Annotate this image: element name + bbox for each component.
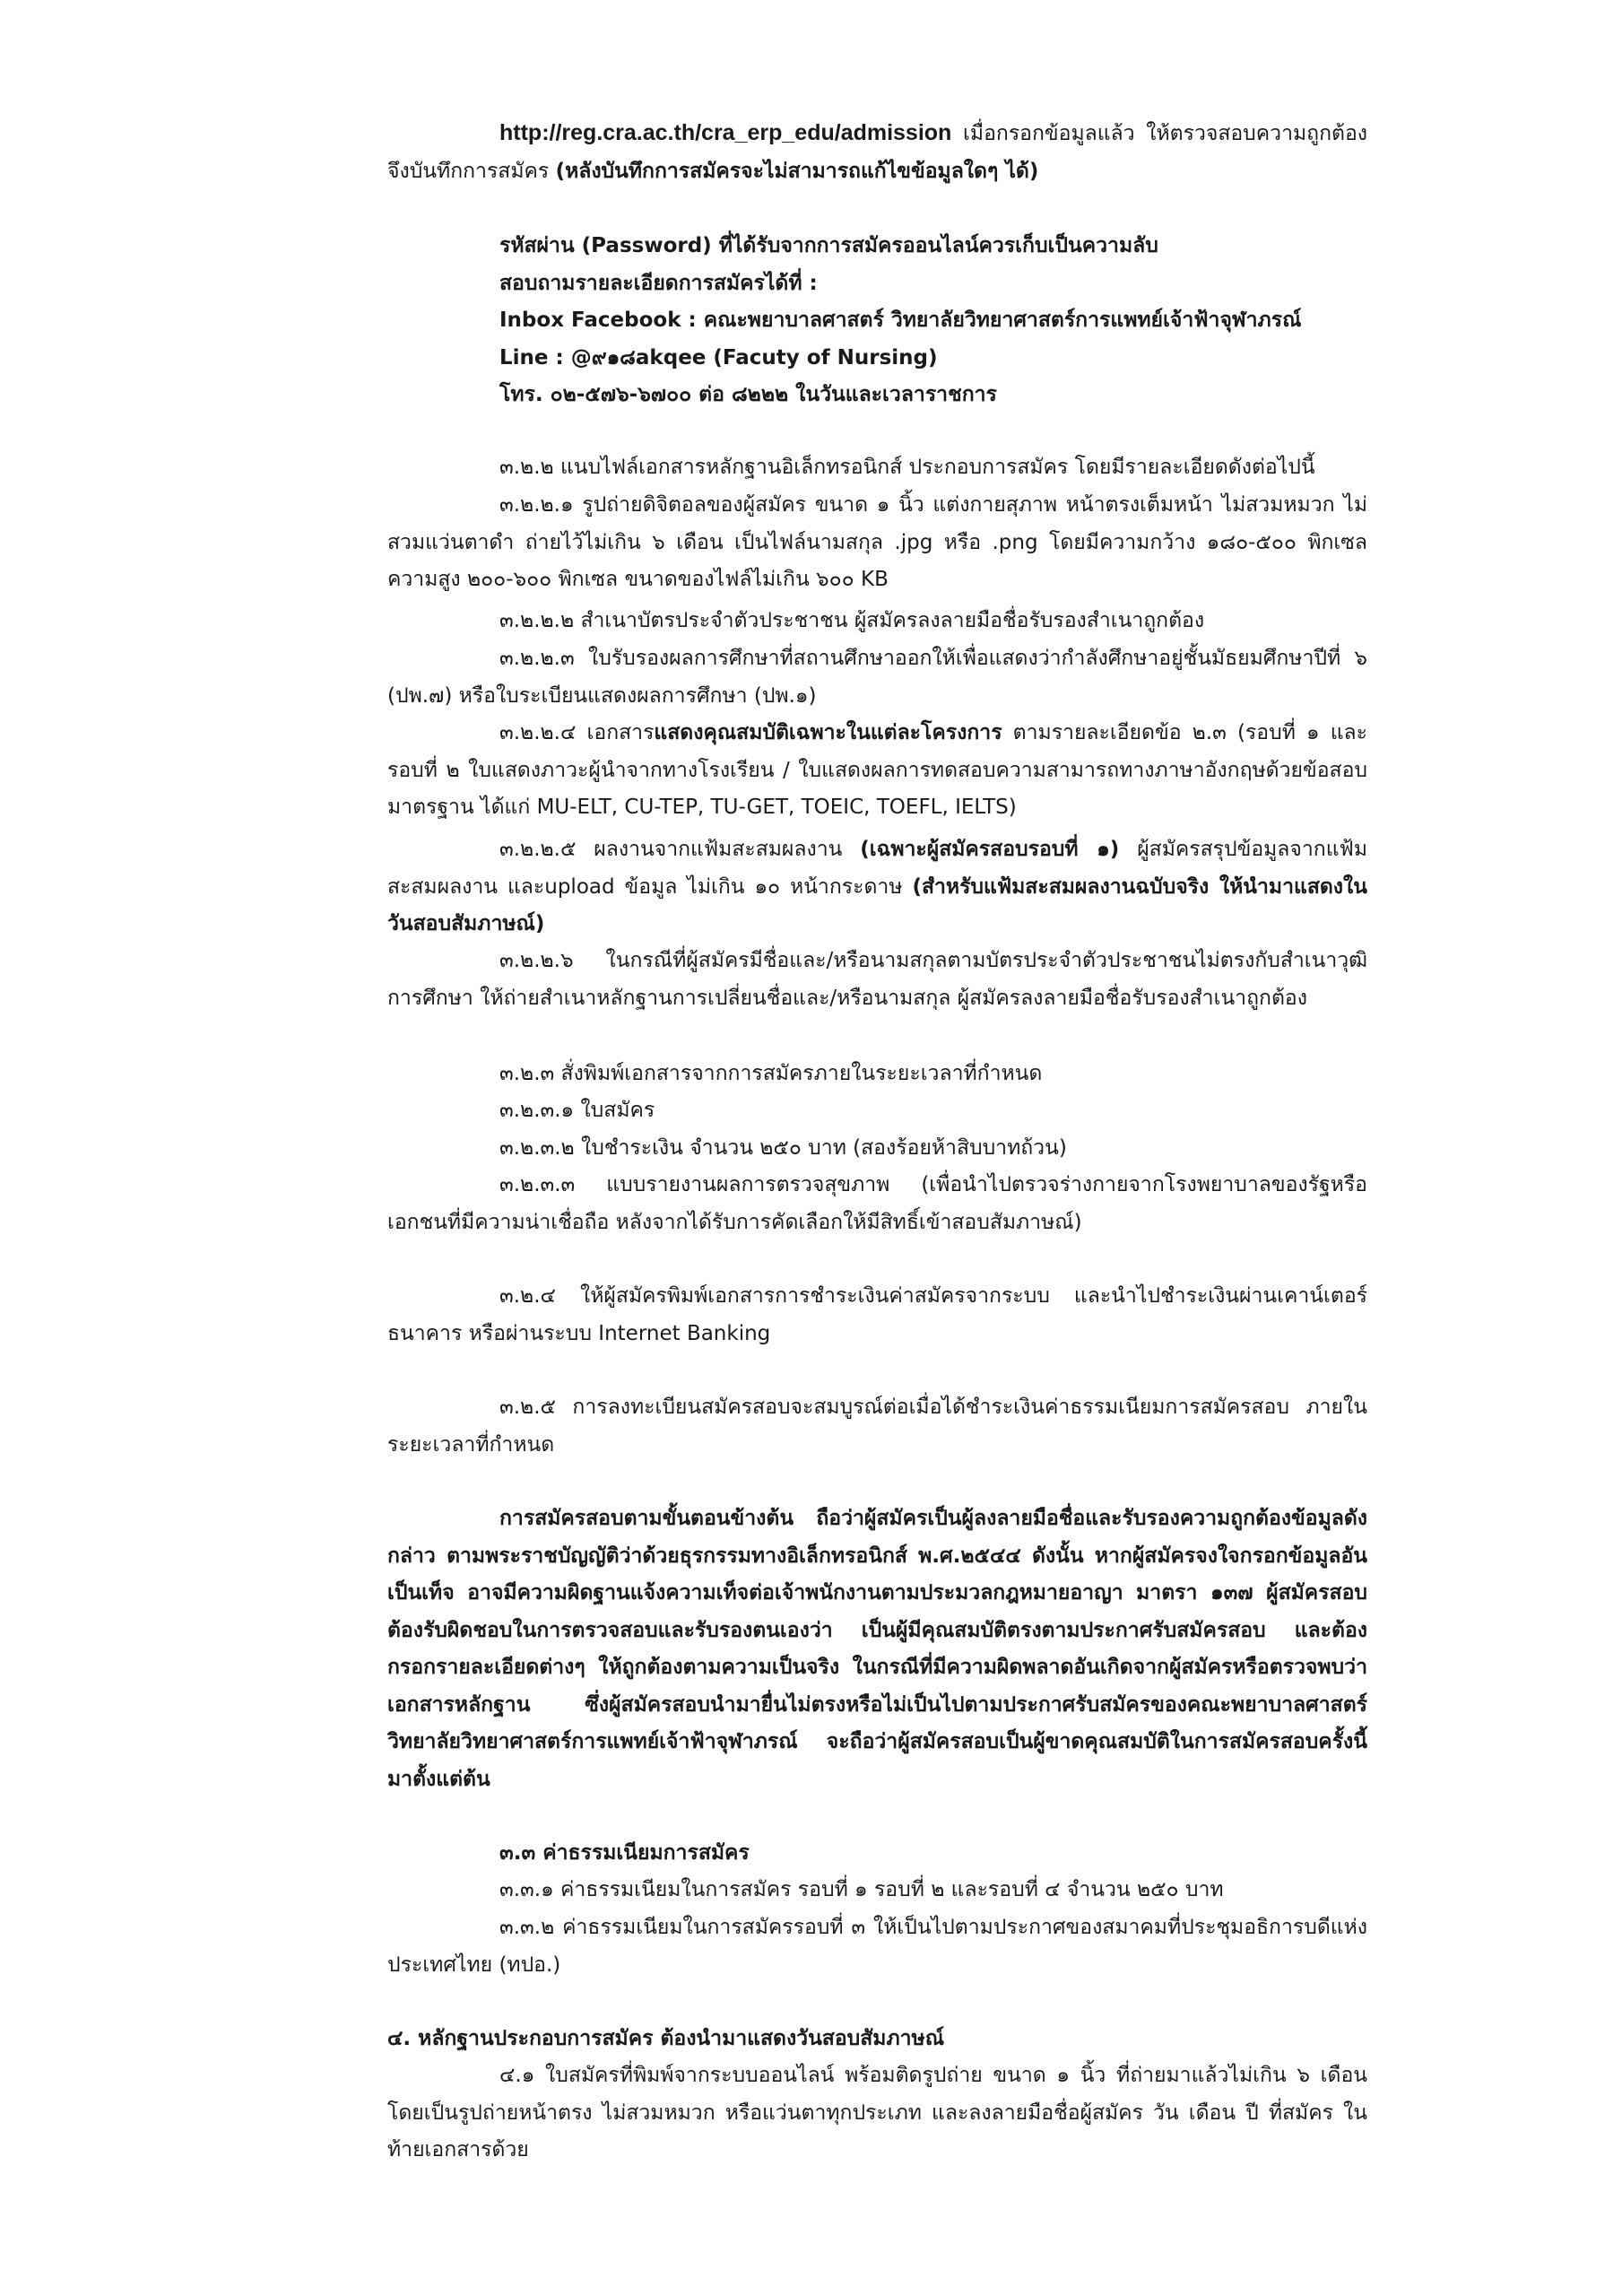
facebook-contact: Inbox Facebook : คณะพยาบาลศาสตร์ วิทยาลัยวิทยาศาสตร์การแพทย์เจ้าฟ้าจุฬาภรณ์ (499, 309, 1302, 332)
intro-paragraph (387, 115, 1367, 190)
section-3-2-2-1: ๓.๒.๒.๑ รูปถ่ายดิจิตอลของผู้สมัคร ขนาด ๑ นิ้ว แต่งกายสุภาพ หน้าตรงเต็มหน้า ไม่สวมหมวก ไม่สวมแว่นตาดำ ถ่ายไว้ไม่เกิน ๖ เดือน เป็นไฟล์นามสกุล .jpg หรือ .png โดยมีความกว้าง ๑๘๐-๕๐๐ พิกเซล ความสูง ๒๐๐-๖๐๐ พิกเซล ขนาดของไฟล์ไม่เกิน ๖๐๐ KB (387, 493, 1367, 591)
section-3-2-2-4 (387, 715, 1367, 827)
item-5-bold-portfolio: (สำหรับแฟ้มสะสมผลงานฉบับจริง ให้นำมาแสดงในวันสอบสัมภาษณ์) (387, 874, 1367, 935)
section-3-2-2-heading: ๓.๒.๒ แนบไฟล์เอกสารหลักฐานอิเล็กทรอนิกส์ ประกอบการสมัคร โดยมีรายละเอียดดังต่อไปนี้ (499, 456, 1315, 479)
item-4-bold: แสดงคุณสมบัติเฉพาะในแต่ละโครงการ (654, 721, 1002, 744)
section-3-2-3-3: ๓.๒.๓.๓ แบบรายงานผลการตรวจสุขภาพ (เพื่อนำไปตรวจร่างกายจากโรงพยาบาลของรัฐหรือเอกชนที่มีความน่าเชื่อถือ หลังจากได้รับการคัดเลือกให้มีสิทธิ์เข้าสอบสัมภาษณ์) (387, 1173, 1367, 1234)
section-3-3-1: ๓.๓.๑ ค่าธรรมเนียมในการสมัคร รอบที่ ๑ รอบที่ ๒ และรอบที่ ๔ จำนวน ๒๕๐ บาท (499, 1878, 1224, 1901)
section-3-2-2-3: ๓.๒.๒.๓ ใบรับรองผลการศึกษาที่สถานศึกษาออกให้เพื่อแสดงว่ากำลังศึกษาอยู่ชั้นมัธยมศึกษาปีที่ ๖ (ปพ.๗) หรือใบระเบียนแสดงผลการศึกษา (ปพ.๑) (387, 647, 1367, 708)
section-3-2-2-6: ๓.๒.๒.๖ ในกรณีที่ผู้สมัครมีชื่อและ/หรือนามสกุลตามบัตรประจำตัวประชาชนไม่ตรงกับสำเนาวุฒิการศึกษา ให้ถ่ายสำเนาหลักฐานการเปลี่ยนชื่อและ/หรือนามสกุล ผู้สมัครลงลายมือชื่อรับรองสำเนาถูกต้อง (387, 949, 1367, 1010)
section-3-2-2-2: ๓.๒.๒.๒ สำเนาบัตรประจำตัวประชาชน ผู้สมัครลงลายมือชื่อรับรองสำเนาถูกต้อง (499, 609, 1205, 632)
section-3-2-3-2: ๓.๒.๓.๒ ใบชำระเงิน จำนวน ๒๕๐ บาท (สองร้อยห้าสิบบาทถ้วน) (499, 1136, 1067, 1160)
section-3-2-4: ๓.๒.๔ ให้ผู้สมัครพิมพ์เอกสารการชำระเงินค่าสมัครจากระบบ และนำไปชำระเงินผ่านเคาน์เตอร์ธนาคาร หรือผ่านระบบ Internet Banking (387, 1284, 1367, 1345)
contact-block (387, 228, 1367, 414)
intro-bold-note: (หลังบันทึกการสมัครจะไม่สามารถแก้ไขข้อมูลใดๆ ได้) (555, 159, 1039, 183)
section-3-2-3-1: ๓.๒.๓.๑ ใบสมัคร (499, 1099, 655, 1122)
section-3-3-heading: ๓.๓ ค่าธรรมเนียมการสมัคร (499, 1841, 750, 1865)
item-5-bold-round: (เฉพาะผู้สมัครสอบรอบที่ ๑) (860, 838, 1120, 861)
section-3-2-3-heading: ๓.๒.๓ สั่งพิมพ์เอกสารจากการสมัครภายในระยะเวลาที่กำหนด (499, 1062, 1043, 1085)
phone-contact: โทร. ๐๒-๕๗๖-๖๗๐๐ ต่อ ๘๒๒๒ ในวันและเวลาราชการ (499, 383, 997, 406)
item-5-prefix: ๓.๒.๒.๕ ผลงานจากแฟ้มสะสมผลงาน (499, 838, 861, 861)
item-4-rest: ตามรายละเอียดข้อ ๒.๓ (รอบที่ ๑ และ รอบที่ ๒ ใบแสดงภาวะผู้นำจากทางโรงเรียน / ใบแสดงผลการทดสอบความสามารถทางภาษาอังกฤษด้วยข้อสอบมาตรฐาน ได้แก่ MU-ELT, CU-TEP, TU-GET, TOEIC, TOEFL, IELTS) (387, 721, 1367, 819)
inquiry-label: สอบถามรายละเอียดการสมัครได้ที่ : (499, 271, 818, 295)
section-4-heading: ๔. หลักฐานประกอบการสมัคร ต้องนำมาแสดงวันสอบสัมภาษณ์ (387, 2027, 945, 2050)
declaration-paragraph: การสมัครสอบตามขั้นตอนข้างต้น ถือว่าผู้สมัครเป็นผู้ลงลายมือชื่อและรับรองความถูกต้องข้อมูลดังกล่าว ตามพระราชบัญญัติว่าด้วยธุรกรรมทางอิเล็กทรอนิกส์ พ.ศ.๒๕๔๔ ดังนั้น หากผู้สมัครจงใจกรอกข้อมูลอันเป็นเท็จ อาจมีความผิดฐานแจ้งความเท็จต่อเจ้าพนักงานตามประมวลกฎหมายอาญา มาตรา ๑๓๗ ผู้สมัครสอบต้องรับผิดชอบในการตรวจสอบและรับรองตนเองว่า เป็นผู้มีคุณสมบัติตรงตามประกาศรับสมัครสอบ และต้องกรอกรายละเอียดต่างๆ ให้ถูกต้องตามความเป็นจริง ในกรณีที่มีความผิดพลาดอันเกิดจากผู้สมัครหรือตรวจพบว่า เอกสารหลักฐาน ซึ่งผู้สมัครสอบนำมายื่นไม่ตรงหรือไม่เป็นไปตามประกาศรับสมัครของคณะพยาบาลศาสตร์ วิทยาลัยวิทยาศาสตร์การแพทย์เจ้าฟ้าจุฬาภรณ์ จะถือว่าผู้สมัครสอบเป็นผู้ขาดคุณสมบัติในการสมัครสอบครั้งนี้มาตั้งแต่ต้น (387, 1507, 1367, 1791)
intro-text: เมื่อกรอกข้อมูลแล้ว ให้ตรวจสอบความถูกต้องจึงบันทึกการสมัคร (387, 122, 1367, 183)
section-3-2-2-5 (387, 831, 1367, 944)
password-note: รหัสผ่าน (Password) ที่ได้รับจากการสมัครออนไลน์ควรเก็บเป็นความลับ (499, 234, 1158, 257)
line-contact: Line : @๙๑๘akqee (Facuty of Nursing) (499, 345, 938, 370)
admission-url-link[interactable]: http://reg.cra.ac.th/cra_erp_edu/admission (499, 120, 952, 145)
section-3-2-5: ๓.๒.๕ การลงทะเบียนสมัครสอบจะสมบูรณ์ต่อเมื่อได้ชำระเงินค่าธรรมเนียมการสมัครสอบ ภายในระยะเวลาที่กำหนด (387, 1396, 1367, 1457)
section-4-1: ๔.๑ ใบสมัครที่พิมพ์จากระบบออนไลน์ พร้อมติดรูปถ่าย ขนาด ๑ นิ้ว ที่ถ่ายมาแล้วไม่เกิน ๖ เดือน โดยเป็นรูปถ่ายหน้าตรง ไม่สวมหมวก หรือแว่นตาทุกประเภท และลงลายมือชื่อผู้สมัคร วัน เดือน ปี ที่สมัคร ในท้ายเอกสารด้วย (387, 2064, 1367, 2161)
item-5-mid: ผู้สมัครสรุปข้อมูลจากแฟ้มสะสมผลงาน และupload ข้อมูล ไม่เกิน ๑๐ หน้ากระดาษ (387, 838, 1367, 899)
item-4-prefix: ๓.๒.๒.๔ เอกสาร (499, 721, 655, 744)
section-3-3-2: ๓.๓.๒ ค่าธรรมเนียมในการสมัครรอบที่ ๓ ให้เป็นไปตามประกาศของสมาคมที่ประชุมอธิการบดีแห่งประเทศไทย (ทปอ.) (387, 1916, 1367, 1977)
